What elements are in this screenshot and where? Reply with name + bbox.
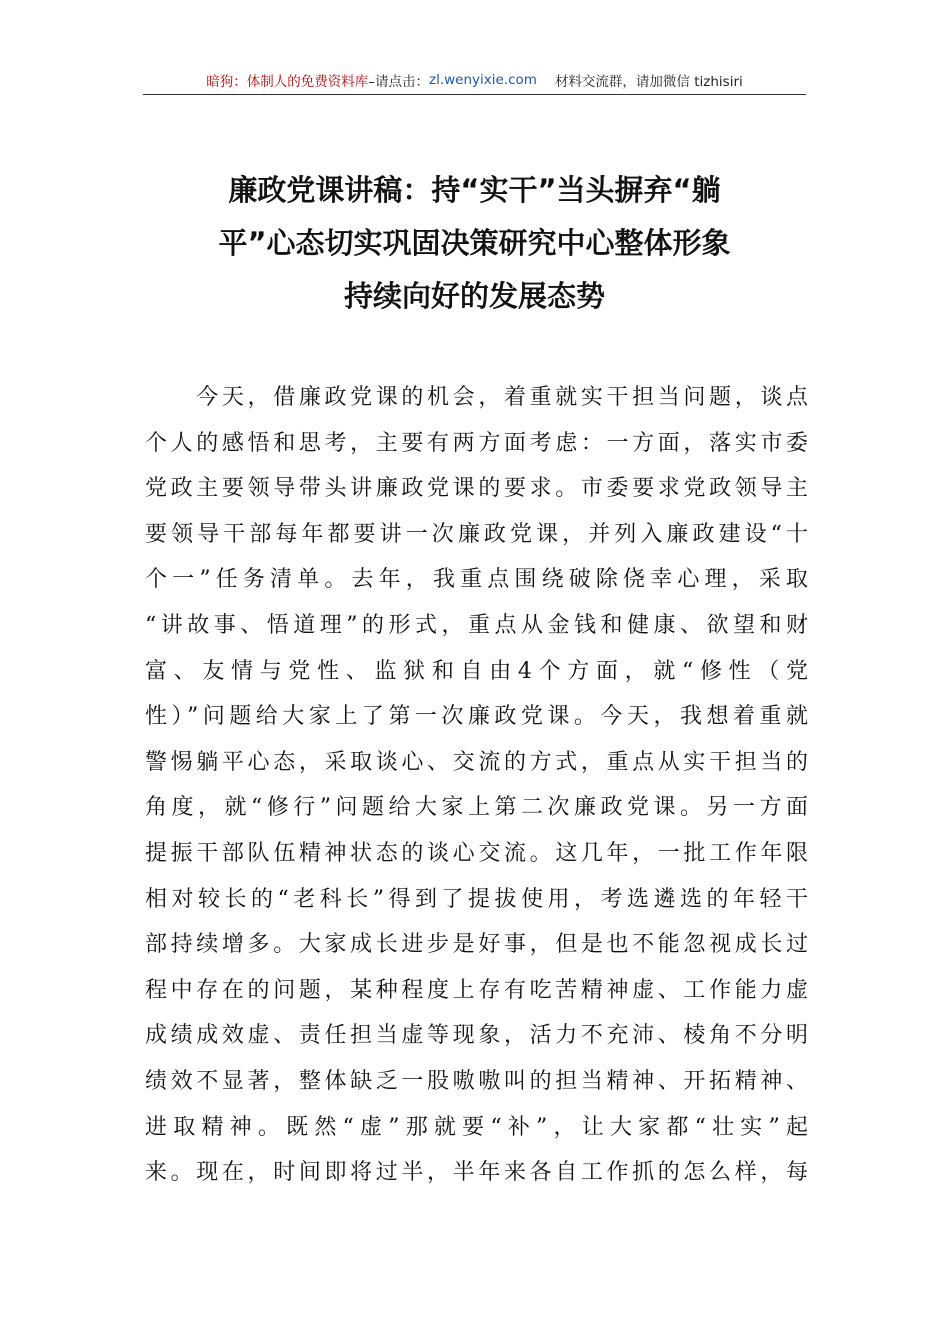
body-line: 相对较长的“老科长”得到了提拔使用，考选遴选的年轻干 xyxy=(145,886,808,912)
body-line: “讲故事、悟道理”的形式，重点从金钱和健康、欲望和财 xyxy=(145,612,808,638)
body-line: 程中存在的问题，某种程度上存有吃苦精神虚、工作能力虚 xyxy=(145,977,808,1003)
body-line: 富、友情与党性、监狱和自由4个方面，就“修性（党 xyxy=(145,658,808,684)
body-line: 要领导干部每年都要讲一次廉政党课，并列入廉政建设“十 xyxy=(145,521,808,547)
title-line: 廉政党课讲稿：持“实干”当头摒弃“躺 xyxy=(228,173,721,207)
body-line: 今天，借廉政党课的机会，着重就实干担当问题，谈点 xyxy=(145,385,808,410)
header-wechat-note: 材料交流群，请加微信 tizhisiri xyxy=(554,74,743,90)
body-line: 个一”任务清单。去年，我重点围绕破除侥幸心理，采取 xyxy=(145,567,808,593)
body-line: 提振干部队伍精神状态的谈心交流。这几年，一批工作年限 xyxy=(145,840,808,866)
document-title xyxy=(143,164,806,323)
header-click-prefix: –请点击： xyxy=(368,74,429,90)
title-line: 平”心态切实巩固决策研究中心整体形象 xyxy=(218,226,731,260)
body-line: 个人的感悟和思考，主要有两方面考虑：一方面，落实市委 xyxy=(145,430,808,456)
body-line: 角度，就“修行”问题给大家上第二次廉政党课。另一方面 xyxy=(145,795,808,821)
body-line: 党政主要领导带头讲廉政党课的要求。市委要求党政领导主 xyxy=(145,476,808,502)
header-url-link[interactable]: zl.wenyixie.com xyxy=(428,72,537,88)
body-line: 警惕躺平心态，采取谈心、交流的方式，重点从实干担当的 xyxy=(145,749,808,775)
body-line: 性）”问题给大家上了第一次廉政党课。今天，我想着重就 xyxy=(145,704,808,730)
body-line: 进取精神。既然“虚”那就要“补”，让大家都“壮实”起 xyxy=(145,1114,808,1140)
document-body xyxy=(145,375,808,1196)
title-line: 持续向好的发展态势 xyxy=(343,279,605,313)
body-line: 成绩成效虚、责任担当虚等现象，活力不充沛、棱角不分明 xyxy=(145,1023,808,1049)
page-header xyxy=(143,66,806,95)
body-line: 部持续增多。大家成长进步是好事，但是也不能忽视成长过 xyxy=(145,932,808,958)
body-line: 来。现在，时间即将过半，半年来各自工作抓的怎么样，每 xyxy=(145,1160,808,1186)
header-brand: 暗狗：体制人的免费资料库 xyxy=(206,74,369,90)
body-line: 绩效不显著，整体缺乏一股嗷嗷叫的担当精神、开拓精神、 xyxy=(145,1068,808,1094)
